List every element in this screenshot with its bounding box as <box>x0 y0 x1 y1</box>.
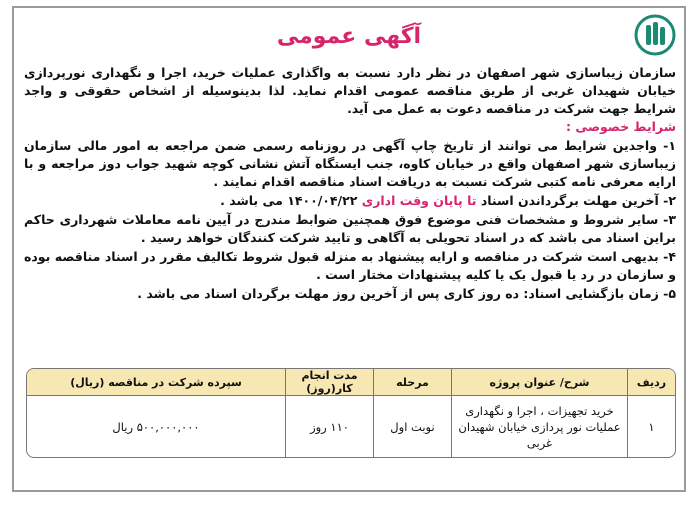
cell-duration: ۱۱۰ روز <box>285 396 373 457</box>
condition-item-3: ۳- سایر شروط و مشخصات فنی موضوع فوق همچنین ضوابط مندرج در آیین نامه معاملات شهرداری حاکم براین اسناد می باشد که در اسناد تحویلی به آگاهی و تایید شرکت کنندگان خواهد رسید . <box>24 212 676 245</box>
cell-project-title: خرید تجهیزات ، اجرا و نگهداری عملیات نور پردازی خیابان شهیدان غربی <box>451 396 627 457</box>
condition-item-4: ۴- بدیهی است شرکت در مناقصه و ارایه پیشنهاد به منزله قبول شروط تکالیف مقرر در اسناد مناقصه بوده و سازمان در رد یا قبول یک یا کلیه پیشنهادات مختار است . <box>24 249 676 282</box>
condition-item-2 <box>24 192 676 210</box>
intro-paragraph: سازمان زیباسازی شهر اصفهان در نظر دارد نسبت به واگذاری عملیات خرید، اجرا و نگهداری نورپردازی خیابان شهیدان غربی از طریق مناقصه عمومی اقدام نماید. لذا بدینوسیله از اشخاص حقوقی و واجد شرایط جهت شرکت در مناقصه دعوت به عمل می آید. <box>24 65 676 116</box>
header-duration: مدت انجام کار(روز) <box>285 369 373 395</box>
page-title: آگهی عمومی <box>276 24 422 49</box>
header-stage: مرحله <box>373 369 451 395</box>
header-deposit: سپرده شرکت در مناقصه (ریال) <box>70 375 242 389</box>
table-header-row <box>27 369 675 396</box>
item2-suffix: ۱۴۰۰/۰۴/۲۲ می باشد . <box>220 193 358 208</box>
special-conditions-heading: شرایط خصوصی : <box>565 119 676 134</box>
tender-table <box>26 368 676 458</box>
cell-stage: نوبت اول <box>373 396 451 457</box>
item2-highlight: تا پایان وقت اداری <box>361 193 477 208</box>
header-project-title: شرح/ عنوان پروژه <box>451 369 627 395</box>
condition-item-1: ۱- واجدین شرایط می توانند از تاریخ چاپ آگهی در روزنامه رسمی ضمن مراجعه به امور مالی سازمان زیباسازی شهر اصفهان واقع در خیابان کاوه، جنب ایستگاه آتش نشانی کوچه شهید جواب دوز مراجعه و با ارایه معرفی نامه کتبی شرکت نسبت به دریافت اسناد مناقصه اقدام نمایند . <box>24 138 676 189</box>
cell-deposit: ۵۰۰,۰۰۰,۰۰۰ ریال <box>112 419 200 434</box>
header-row-number: ردیف <box>627 369 675 395</box>
table-row <box>27 396 675 457</box>
condition-item-5: ۵- زمان بازگشایی اسناد: ده روز کاری پس از آخرین روز مهلت برگردان اسناد می باشد . <box>137 286 676 301</box>
cell-row-number: ۱ <box>627 396 675 457</box>
item2-prefix: ۲- آخرین مهلت برگرداندن اسناد <box>480 193 676 208</box>
notice-body <box>24 64 676 303</box>
